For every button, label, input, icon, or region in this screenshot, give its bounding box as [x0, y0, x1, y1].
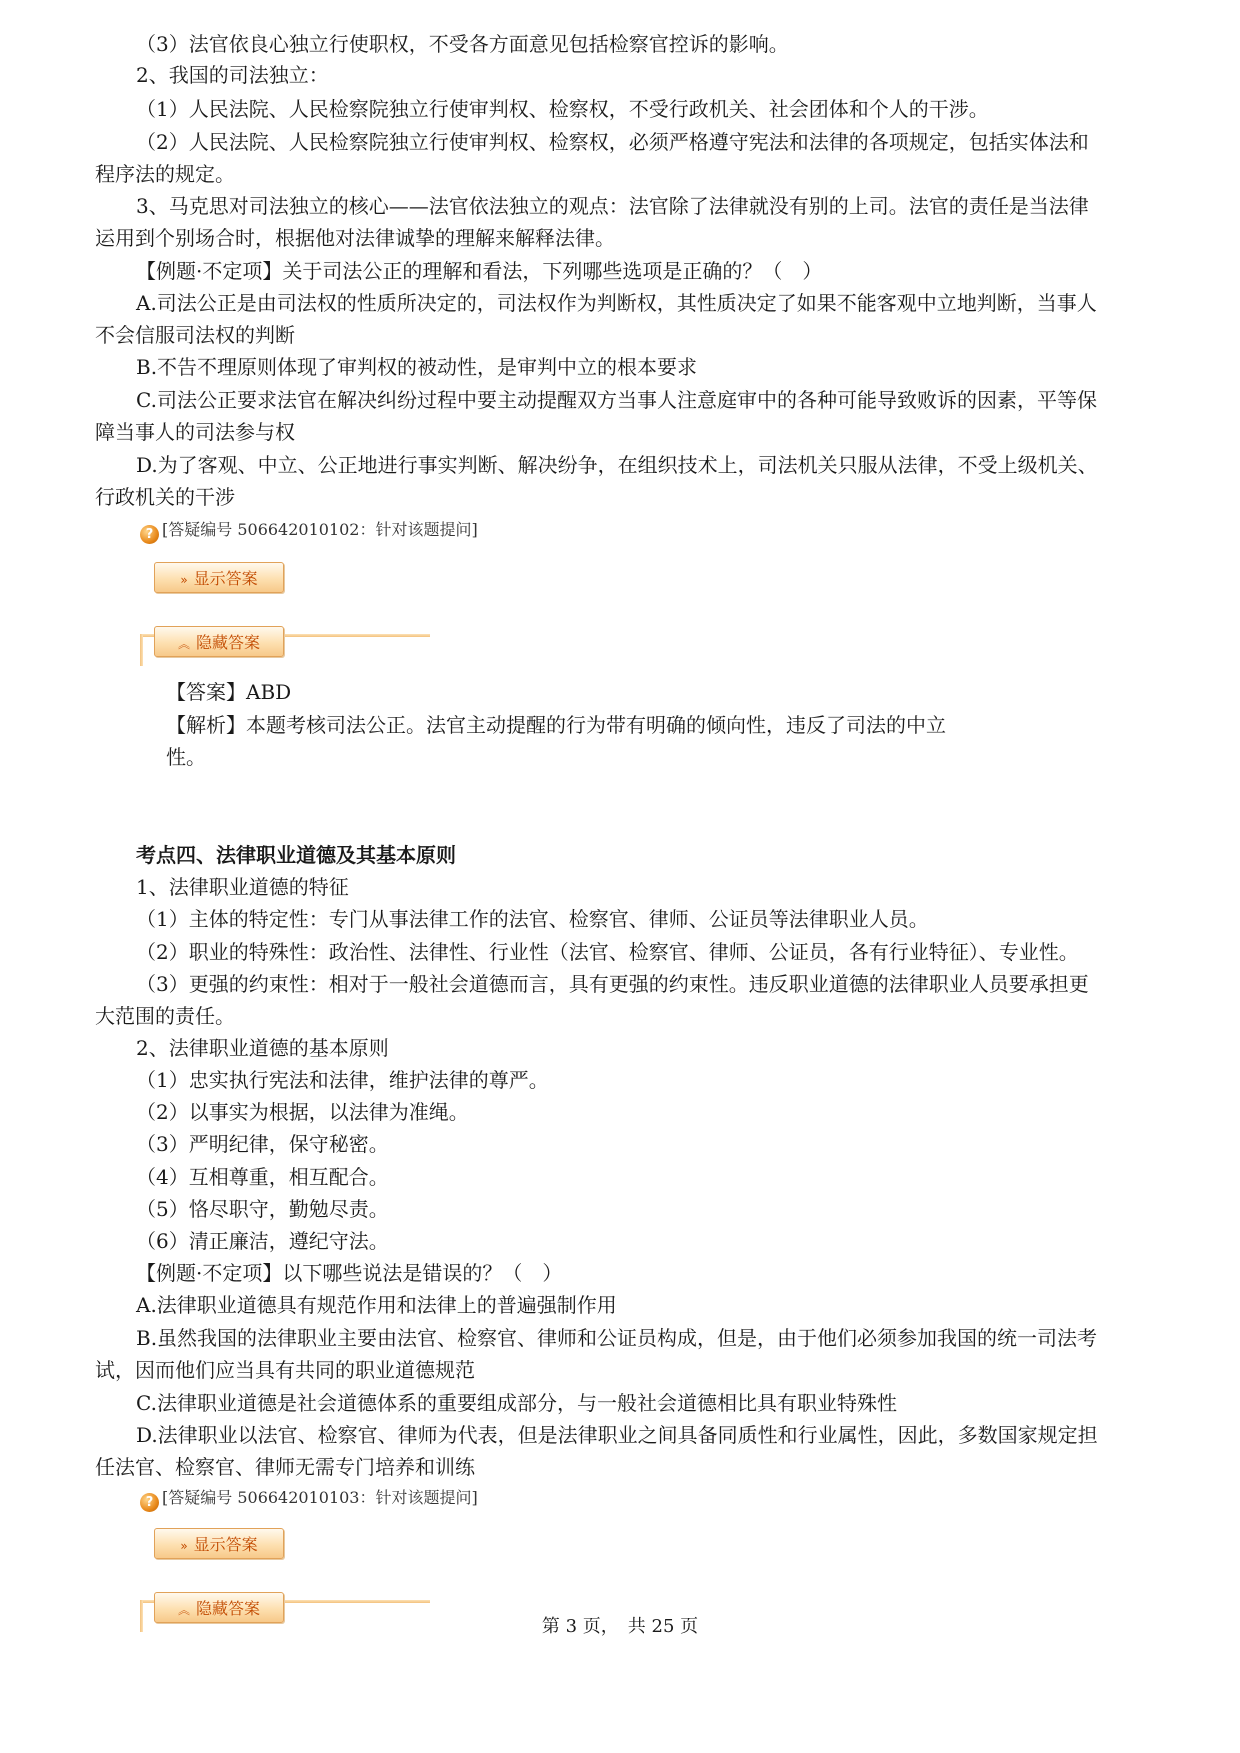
text-line: （1）人民法院、人民检察院独立行使审判权、检察权，不受行政机关、社会团体和个人的干涉。 [136, 97, 989, 121]
option-d-cont: 任法官、检察官、律师无需专门培养和训练 [95, 1455, 475, 1479]
question-stem: 【例题·不定项】关于司法公正的理解和看法，下列哪些选项是正确的？（ ） [136, 259, 823, 283]
hide-answer-button[interactable] [154, 626, 284, 657]
text-line: （2）职业的特殊性：政治性、法律性、行业性（法官、检察官、律师、公证员，各有行业特征）、专业性。 [136, 940, 1079, 964]
option-d: D.法律职业以法官、检察官、律师为代表，但是法律职业之间具备同质性和行业属性，因此，多数国家规定担 [136, 1423, 1098, 1447]
divider [140, 634, 143, 666]
text-line: 1、法律职业道德的特征 [136, 875, 349, 899]
option-a-cont: 不会信服司法权的判断 [95, 323, 295, 347]
hide-answer-label: 隐藏答案 [196, 1599, 261, 1618]
question-stem: 【例题·不定项】以下哪些说法是错误的？（ ） [136, 1261, 563, 1285]
chevron-double-icon: » [180, 1539, 188, 1553]
answer-text: 【答案】ABD [166, 680, 292, 704]
question-circle-icon: ? [140, 1493, 159, 1512]
text-line: 运用到个别场合时，根据他对法律诚挚的理解来解释法律。 [95, 226, 615, 250]
option-a: A.司法公正是由司法权的性质所决定的，司法权作为判断权，其性质决定了如果不能客观中立地判断，当事人 [136, 291, 1097, 315]
show-answer-button[interactable] [154, 562, 284, 593]
text-line: （1）主体的特定性：专门从事法律工作的法官、检察官、律师、公证员等法律职业人员。 [136, 907, 929, 931]
principle-item: （5）恪尽职守，勤勉尽责。 [136, 1197, 389, 1221]
text-line: 大范围的责任。 [95, 1004, 235, 1028]
option-b-cont: 试，因而他们应当具有共同的职业道德规范 [95, 1358, 475, 1382]
option-a: A.法律职业道德具有规范作用和法律上的普遍强制作用 [136, 1293, 617, 1317]
text-line: （3）更强的约束性：相对于一般社会道德而言，具有更强的约束性。违反职业道德的法律职业人员要承担更 [136, 972, 1089, 996]
page-footer: 第 3 页， 共 25 页 [541, 1616, 699, 1637]
text-line: （2）人民法院、人民检察院独立行使审判权、检察权，必须严格遵守宪法和法律的各项规定，包括实体法和 [136, 130, 1089, 154]
hide-answer-bar [140, 626, 430, 666]
principle-item: （2）以事实为根据，以法律为准绳。 [136, 1100, 469, 1124]
chevron-up-icon: ︽ [177, 1603, 190, 1617]
question-circle-icon: ? [140, 525, 159, 544]
text-line: 程序法的规定。 [95, 162, 235, 186]
chevron-up-icon: ︽ [177, 637, 190, 651]
text-line: 2、我国的司法独立： [136, 63, 329, 87]
option-b: B.不告不理原则体现了审判权的被动性，是审判中立的根本要求 [136, 355, 698, 379]
option-d: D.为了客观、中立、公正地进行事实判断、解决纷争，在组织技术上，司法机关只服从法律，不受上级机关、 [136, 453, 1098, 477]
question-ref-text: [答疑编号 506642010102：针对该题提问] [162, 520, 478, 539]
option-c: C.司法公正要求法官在解决纠纷过程中要主动提醒双方当事人注意庭审中的各种可能导致败诉的因素，平等保 [136, 388, 1097, 412]
option-c-cont: 障当事人的司法参与权 [95, 420, 295, 444]
section-title: 考点四、法律职业道德及其基本原则 [136, 843, 456, 867]
text-line: 3、马克思对司法独立的核心——法官依法独立的观点：法官除了法律就没有别的上司。法官的责任是当法律 [136, 194, 1089, 218]
principle-item: （6）清正廉洁，遵纪守法。 [136, 1229, 389, 1253]
chevron-double-icon: » [180, 573, 188, 587]
analysis-text-cont: 性。 [166, 745, 206, 769]
question-ref-link[interactable] [140, 518, 478, 544]
option-b: B.虽然我国的法律职业主要由法官、检察官、律师和公证员构成，但是，由于他们必须参加我国的统一司法考 [136, 1326, 1098, 1350]
show-answer-button[interactable] [154, 1528, 284, 1559]
hide-answer-label: 隐藏答案 [196, 633, 261, 652]
principle-item: （3）严明纪律，保守秘密。 [136, 1132, 389, 1156]
show-answer-label: 显示答案 [193, 1535, 258, 1554]
text-line: 2、法律职业道德的基本原则 [136, 1036, 389, 1060]
text-line: （3）法官依良心独立行使职权，不受各方面意见包括检察官控诉的影响。 [136, 32, 789, 56]
option-c: C.法律职业道德是社会道德体系的重要组成部分，与一般社会道德相比具有职业特殊性 [136, 1391, 897, 1415]
principle-item: （1）忠实执行宪法和法律，维护法律的尊严。 [136, 1068, 549, 1092]
question-ref-text: [答疑编号 506642010103：针对该题提问] [162, 1488, 478, 1507]
question-ref-link[interactable] [140, 1486, 478, 1512]
show-answer-label: 显示答案 [193, 569, 258, 588]
principle-item: （4）互相尊重，相互配合。 [136, 1165, 389, 1189]
option-d-cont: 行政机关的干涉 [95, 485, 235, 509]
analysis-text: 【解析】本题考核司法公正。法官主动提醒的行为带有明确的倾向性，违反了司法的中立 [166, 713, 946, 737]
